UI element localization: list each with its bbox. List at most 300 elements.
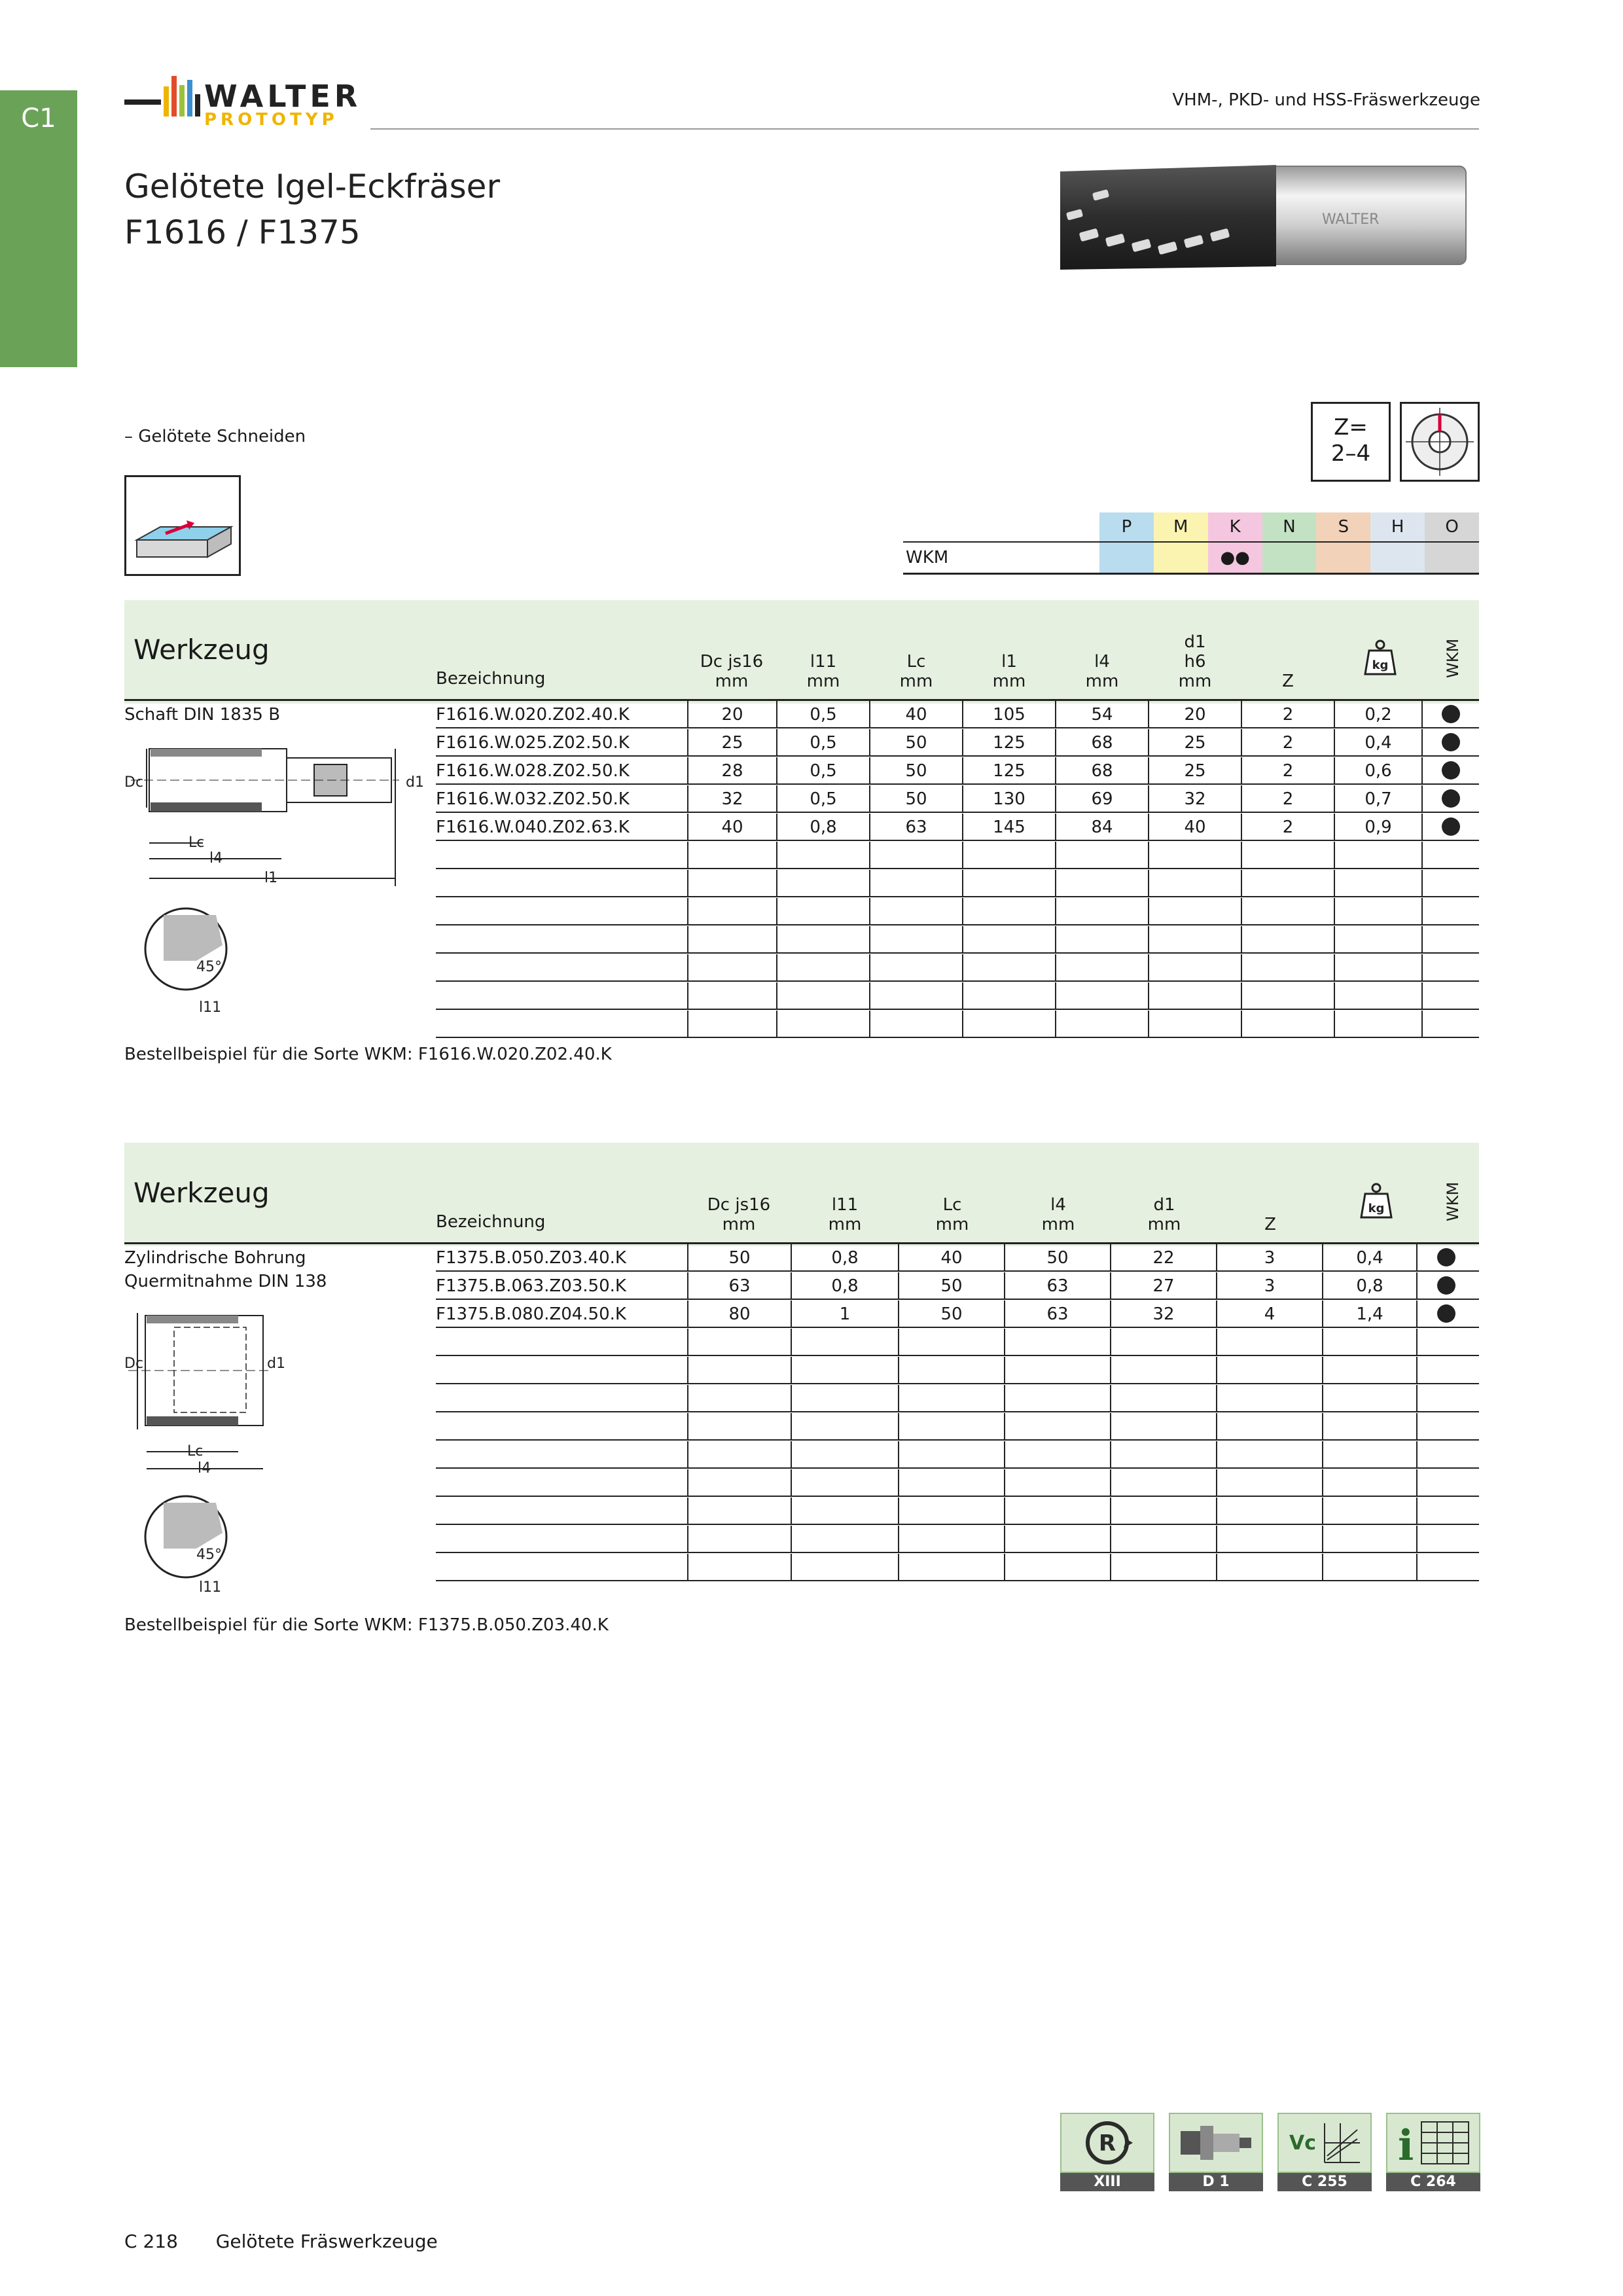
cell-l11: 0,5 — [777, 757, 870, 785]
table-row — [436, 1011, 1479, 1038]
cell-wkm — [1423, 870, 1479, 897]
feature-bullet: – Gelötete Schneiden — [124, 427, 306, 446]
page-section: Gelötete Fräswerkzeuge — [215, 2231, 438, 2252]
tool-holder-icon — [1169, 2113, 1263, 2173]
cell-dc — [688, 1526, 792, 1553]
cell-l1 — [963, 870, 1056, 897]
material-wkm-label: WKM — [906, 548, 949, 567]
cell-wkm — [1418, 1300, 1475, 1328]
table2-tool-drawing — [124, 1309, 432, 1604]
cell-bez: F1616.W.025.Z02.50.K — [436, 729, 688, 757]
cell-dc — [688, 954, 777, 982]
table-row — [436, 1441, 1479, 1469]
cell-kg — [1323, 1526, 1418, 1553]
table2-col-bez: Bezeichnung — [436, 1212, 546, 1232]
cell-bez — [436, 1498, 688, 1525]
cell-z — [1242, 842, 1335, 869]
table1-tool-drawing — [124, 742, 432, 1017]
table2-col-dc: Dc js16 mm — [707, 1195, 771, 1234]
cell-wkm — [1423, 842, 1479, 869]
cell-wkm — [1418, 1498, 1475, 1525]
table1-col-dc: Dc js16 mm — [700, 652, 764, 691]
cell-z — [1242, 898, 1335, 925]
cell-d1 — [1111, 1329, 1217, 1356]
table-row — [436, 982, 1479, 1010]
cell-l11 — [792, 1469, 899, 1497]
svg-text:l11: l11 — [199, 1579, 222, 1596]
svg-text:Dc: Dc — [124, 774, 144, 791]
cell-lc: 40 — [870, 701, 963, 728]
cell-z — [1217, 1441, 1323, 1469]
cell-l1 — [963, 926, 1056, 954]
cell-bez — [436, 1526, 688, 1553]
cell-bez — [436, 982, 688, 1010]
cell-l11 — [777, 870, 870, 897]
rotation-direction-icon — [1400, 402, 1480, 482]
cell-z — [1217, 1385, 1323, 1412]
cell-l4 — [1056, 982, 1149, 1010]
cell-l11 — [777, 898, 870, 925]
table-row — [436, 1554, 1479, 1581]
cell-l1: 125 — [963, 757, 1056, 785]
cell-z — [1217, 1554, 1323, 1581]
svg-text:l4: l4 — [198, 1460, 211, 1477]
cell-lc — [899, 1357, 1005, 1384]
cell-d1: 40 — [1149, 814, 1242, 841]
svg-text:i: i — [1398, 2121, 1414, 2169]
weight-icon — [1364, 639, 1397, 675]
cell-l4 — [1056, 898, 1149, 925]
cell-dc: 28 — [688, 757, 777, 785]
cell-l11: 0,5 — [777, 729, 870, 757]
table1-section-title: Werkzeug — [134, 634, 270, 666]
material-wkm-s — [1316, 543, 1370, 573]
wkm-grade-icon — [1442, 817, 1460, 836]
cell-lc — [899, 1526, 1005, 1553]
material-group-p: P — [1099, 512, 1154, 541]
material-wkm-h — [1370, 543, 1425, 573]
cell-dc — [688, 982, 777, 1010]
material-rule-bottom — [903, 573, 1479, 575]
cell-lc: 50 — [870, 729, 963, 757]
cell-d1 — [1111, 1526, 1217, 1553]
table2-col-d1: d1 mm — [1147, 1195, 1181, 1234]
table1-col-l1: l1 mm — [992, 652, 1026, 691]
material-wkm-o — [1425, 543, 1479, 573]
material-group-k: K — [1208, 512, 1262, 541]
cell-d1 — [1149, 898, 1242, 925]
cell-lc — [870, 954, 963, 982]
svg-text:kg: kg — [1368, 1202, 1385, 1215]
cell-d1 — [1149, 842, 1242, 869]
wkm-grade-icon — [1437, 1248, 1455, 1266]
cell-z: 3 — [1217, 1272, 1323, 1300]
cell-dc — [688, 1441, 792, 1469]
table-row — [436, 785, 1479, 813]
cell-dc — [688, 1329, 792, 1356]
cell-dc — [688, 1469, 792, 1497]
cell-lc — [870, 898, 963, 925]
machining-type-icon — [124, 475, 241, 576]
cell-lc: 50 — [899, 1300, 1005, 1328]
cell-kg — [1335, 954, 1423, 982]
cell-d1 — [1111, 1469, 1217, 1497]
table1-col-z: Z — [1282, 672, 1294, 691]
footer-ref-info[interactable] — [1386, 2113, 1480, 2191]
cell-wkm — [1418, 1385, 1475, 1412]
footer-ref-holder-label: D 1 — [1169, 2173, 1263, 2191]
table-row — [436, 870, 1479, 897]
cell-dc — [688, 842, 777, 869]
info-table-icon — [1386, 2113, 1480, 2173]
cell-bez — [436, 842, 688, 869]
cell-l11 — [777, 926, 870, 954]
cell-wkm — [1423, 982, 1479, 1010]
table2-left-label — [124, 1246, 327, 1293]
table2-col-l11: l11 mm — [828, 1195, 862, 1234]
cell-wkm — [1418, 1329, 1475, 1356]
cell-l4: 63 — [1005, 1272, 1111, 1300]
cell-dc: 63 — [688, 1272, 792, 1300]
photo-brand-text: WALTER — [1322, 211, 1380, 228]
footer-ref-vc-label: C 255 — [1277, 2173, 1372, 2191]
table-row — [436, 954, 1479, 982]
cell-dc: 20 — [688, 701, 777, 728]
teeth-count-value: 2–4 — [1330, 440, 1371, 467]
cell-lc — [899, 1385, 1005, 1412]
cell-l4 — [1005, 1329, 1111, 1356]
cell-bez: F1616.W.032.Z02.50.K — [436, 785, 688, 813]
table-row — [436, 1498, 1479, 1525]
cell-l4 — [1005, 1469, 1111, 1497]
footer-ref-vc[interactable] — [1277, 2113, 1372, 2191]
cell-kg: 0,9 — [1335, 814, 1423, 841]
cell-wkm — [1418, 1554, 1475, 1581]
cell-d1: 27 — [1111, 1272, 1217, 1300]
cell-lc — [899, 1413, 1005, 1441]
cell-l11 — [792, 1554, 899, 1581]
cell-l11: 0,8 — [792, 1272, 899, 1300]
table-row — [436, 842, 1479, 869]
page-title-line1: Gelötete Igel-Eckfräser — [124, 168, 500, 206]
cell-bez — [436, 1357, 688, 1384]
cell-d1 — [1111, 1385, 1217, 1412]
cell-d1: 20 — [1149, 701, 1242, 728]
material-wkm-p — [1099, 543, 1154, 573]
cell-l4 — [1056, 842, 1149, 869]
cell-l11 — [792, 1526, 899, 1553]
cutting-speed-icon — [1277, 2113, 1372, 2173]
footer-ref-holder[interactable] — [1169, 2113, 1263, 2191]
footer-ref-r-label: XIII — [1060, 2173, 1154, 2191]
cell-z — [1217, 1357, 1323, 1384]
cell-kg — [1323, 1498, 1418, 1525]
cell-l1 — [963, 954, 1056, 982]
cell-bez — [436, 1469, 688, 1497]
table-row — [436, 1385, 1479, 1412]
cell-wkm — [1423, 701, 1479, 728]
cell-wkm — [1418, 1272, 1475, 1300]
cell-l4 — [1056, 870, 1149, 897]
svg-text:d1: d1 — [267, 1355, 285, 1372]
cell-d1 — [1149, 1011, 1242, 1038]
cell-wkm — [1423, 898, 1479, 925]
svg-text:Lc: Lc — [187, 1443, 204, 1460]
cell-wkm — [1418, 1357, 1475, 1384]
r-cycle-icon — [1060, 2113, 1154, 2173]
cell-l4: 68 — [1056, 729, 1149, 757]
svg-text:45°: 45° — [196, 1547, 222, 1563]
cell-z: 2 — [1242, 701, 1335, 728]
cell-d1 — [1149, 982, 1242, 1010]
cell-l11 — [792, 1441, 899, 1469]
cell-d1: 25 — [1149, 757, 1242, 785]
table-row — [436, 701, 1479, 728]
table2-col-l4: l4 mm — [1041, 1195, 1075, 1234]
cell-wkm — [1418, 1441, 1475, 1469]
cell-lc — [899, 1498, 1005, 1525]
cell-dc: 80 — [688, 1300, 792, 1328]
cell-dc — [688, 1554, 792, 1581]
cell-l11 — [792, 1413, 899, 1441]
table-row — [436, 898, 1479, 925]
page-number: C 218 — [124, 2231, 178, 2252]
cell-wkm — [1418, 1413, 1475, 1441]
table2-order-example: Bestellbeispiel für die Sorte WKM: F1375.B.050.Z03.40.K — [124, 1615, 609, 1635]
cell-kg: 0,4 — [1335, 729, 1423, 757]
table-row — [436, 729, 1479, 757]
cell-l11 — [792, 1385, 899, 1412]
wkm-grade-icon — [1442, 705, 1460, 723]
cell-bez — [436, 926, 688, 954]
cell-dc: 32 — [688, 785, 777, 813]
page-title-line2: F1616 / F1375 — [124, 213, 361, 251]
cell-bez: F1375.B.063.Z03.50.K — [436, 1272, 688, 1300]
cell-d1 — [1111, 1413, 1217, 1441]
cell-d1: 25 — [1149, 729, 1242, 757]
cell-lc — [870, 842, 963, 869]
cell-d1 — [1149, 870, 1242, 897]
cell-d1 — [1111, 1554, 1217, 1581]
table1-col-lc: Lc mm — [899, 652, 933, 691]
cell-l4 — [1056, 1011, 1149, 1038]
cell-z: 2 — [1242, 785, 1335, 813]
cell-bez — [436, 1011, 688, 1038]
cell-kg: 0,6 — [1335, 757, 1423, 785]
cell-z: 3 — [1217, 1244, 1323, 1272]
table2-left-label-line2: Quermitnahme DIN 138 — [124, 1272, 327, 1291]
cell-bez: F1375.B.050.Z03.40.K — [436, 1244, 688, 1272]
cell-dc: 40 — [688, 814, 777, 841]
cell-lc — [870, 1011, 963, 1038]
cell-kg — [1335, 1011, 1423, 1038]
chapter-tab-label: C1 — [21, 103, 56, 134]
svg-text:l11: l11 — [199, 999, 222, 1016]
wkm-grade-icon — [1437, 1276, 1455, 1295]
teeth-count-box — [1311, 402, 1391, 482]
cell-kg — [1323, 1441, 1418, 1469]
cell-d1: 32 — [1111, 1300, 1217, 1328]
cell-l1: 145 — [963, 814, 1056, 841]
cell-l1 — [963, 982, 1056, 1010]
cell-l11: 0,5 — [777, 785, 870, 813]
material-group-s: S — [1316, 512, 1370, 541]
cell-lc — [899, 1441, 1005, 1469]
category-title: VHM-, PKD- und HSS-Fräswerkzeuge — [1172, 90, 1480, 110]
cell-z — [1217, 1329, 1323, 1356]
table-row — [436, 1413, 1479, 1441]
table1-col-wkm: WKM — [1444, 638, 1462, 678]
table-row — [436, 1357, 1479, 1384]
svg-text:d1: d1 — [406, 774, 424, 791]
svg-text:R: R — [1098, 2130, 1116, 2157]
cell-kg — [1323, 1357, 1418, 1384]
cell-lc: 40 — [899, 1244, 1005, 1272]
cell-z: 4 — [1217, 1300, 1323, 1328]
cell-bez — [436, 1441, 688, 1469]
cell-wkm — [1423, 814, 1479, 841]
cell-l4 — [1005, 1413, 1111, 1441]
footer-ref-r[interactable] — [1060, 2113, 1154, 2191]
cell-l11 — [777, 1011, 870, 1038]
cell-kg: 0,4 — [1323, 1244, 1418, 1272]
cell-l4 — [1005, 1526, 1111, 1553]
cell-lc — [870, 982, 963, 1010]
cell-kg: 0,7 — [1335, 785, 1423, 813]
cell-lc: 50 — [870, 757, 963, 785]
table-row — [436, 1526, 1479, 1553]
cell-lc — [899, 1469, 1005, 1497]
cell-dc: 25 — [688, 729, 777, 757]
cell-bez: F1616.W.040.Z02.63.K — [436, 814, 688, 841]
cell-wkm — [1423, 729, 1479, 757]
cell-l11 — [792, 1329, 899, 1356]
cell-kg — [1323, 1385, 1418, 1412]
footer-ref-info-label: C 264 — [1386, 2173, 1480, 2191]
cell-dc — [688, 1357, 792, 1384]
cell-lc: 50 — [870, 785, 963, 813]
svg-text:Dc: Dc — [124, 1355, 144, 1372]
cell-kg — [1323, 1413, 1418, 1441]
cell-l4: 68 — [1056, 757, 1149, 785]
cell-l4 — [1005, 1385, 1111, 1412]
cell-bez — [436, 954, 688, 982]
weight-icon — [1360, 1182, 1393, 1219]
table-row — [436, 814, 1479, 841]
table2-section-title: Werkzeug — [134, 1177, 270, 1209]
table-row — [436, 926, 1479, 954]
table1-col-bez: Bezeichnung — [436, 669, 546, 689]
table1-left-label: Schaft DIN 1835 B — [124, 705, 281, 725]
table2-left-label-line1: Zylindrische Bohrung — [124, 1248, 306, 1268]
cell-l11 — [792, 1498, 899, 1525]
cell-wkm — [1423, 1011, 1479, 1038]
logo-subtitle: PROTOTYP — [204, 110, 338, 130]
cell-d1 — [1111, 1498, 1217, 1525]
cell-wkm — [1423, 757, 1479, 785]
cell-l1 — [963, 898, 1056, 925]
wkm-grade-icon — [1442, 789, 1460, 808]
table2-col-lc: Lc mm — [935, 1195, 969, 1234]
table-row — [436, 1244, 1479, 1272]
cell-kg — [1335, 982, 1423, 1010]
svg-text:45°: 45° — [196, 959, 222, 975]
cell-lc: 50 — [899, 1272, 1005, 1300]
material-group-m: M — [1154, 512, 1208, 541]
cell-kg: 0,8 — [1323, 1272, 1418, 1300]
cell-l4 — [1005, 1441, 1111, 1469]
cell-z — [1242, 1011, 1335, 1038]
cell-z: 2 — [1242, 757, 1335, 785]
table-row — [436, 1300, 1479, 1328]
cell-l1: 130 — [963, 785, 1056, 813]
cell-d1 — [1149, 926, 1242, 954]
cell-l4 — [1005, 1554, 1111, 1581]
cell-l4: 50 — [1005, 1244, 1111, 1272]
cell-wkm — [1418, 1469, 1475, 1497]
cell-l11: 0,8 — [777, 814, 870, 841]
wkm-grade-icon — [1437, 1304, 1455, 1323]
cell-l11: 0,5 — [777, 701, 870, 728]
cell-bez: F1616.W.028.Z02.50.K — [436, 757, 688, 785]
cell-d1: 32 — [1149, 785, 1242, 813]
material-cells — [1099, 512, 1479, 573]
cell-z — [1217, 1498, 1323, 1525]
table-row — [436, 1272, 1479, 1300]
cell-l4: 63 — [1005, 1300, 1111, 1328]
header-rule — [370, 128, 1479, 130]
material-wkm-m — [1154, 543, 1208, 573]
cell-wkm — [1418, 1244, 1475, 1272]
svg-text:kg: kg — [1372, 658, 1389, 672]
chapter-tab — [0, 90, 77, 367]
cell-kg — [1323, 1469, 1418, 1497]
svg-text:Vc: Vc — [1289, 2132, 1317, 2155]
cell-l4 — [1005, 1498, 1111, 1525]
cell-z — [1217, 1469, 1323, 1497]
cell-l11 — [777, 982, 870, 1010]
cell-dc: 50 — [688, 1244, 792, 1272]
cell-z — [1242, 870, 1335, 897]
cell-wkm — [1423, 954, 1479, 982]
cell-lc — [870, 926, 963, 954]
table1-col-d1: d1 h6 mm — [1178, 632, 1212, 691]
cell-bez: F1375.B.080.Z04.50.K — [436, 1300, 688, 1328]
cell-l1: 125 — [963, 729, 1056, 757]
cell-l11: 0,8 — [792, 1244, 899, 1272]
cell-dc — [688, 1385, 792, 1412]
teeth-count-label: Z= — [1334, 414, 1368, 440]
cell-l11 — [777, 954, 870, 982]
cell-bez — [436, 1329, 688, 1356]
cell-kg — [1335, 842, 1423, 869]
cell-bez — [436, 898, 688, 925]
cell-kg — [1335, 898, 1423, 925]
cell-dc — [688, 898, 777, 925]
cell-bez — [436, 1413, 688, 1441]
cell-z — [1242, 982, 1335, 1010]
cell-dc — [688, 1011, 777, 1038]
cell-z — [1217, 1526, 1323, 1553]
cell-d1 — [1111, 1441, 1217, 1469]
table1-col-l4: l4 mm — [1085, 652, 1119, 691]
material-group-h: H — [1370, 512, 1425, 541]
cell-wkm — [1423, 926, 1479, 954]
cell-kg — [1335, 870, 1423, 897]
wkm-grade-icon — [1442, 733, 1460, 751]
table1-col-l11: l11 mm — [806, 652, 840, 691]
cell-l4: 69 — [1056, 785, 1149, 813]
